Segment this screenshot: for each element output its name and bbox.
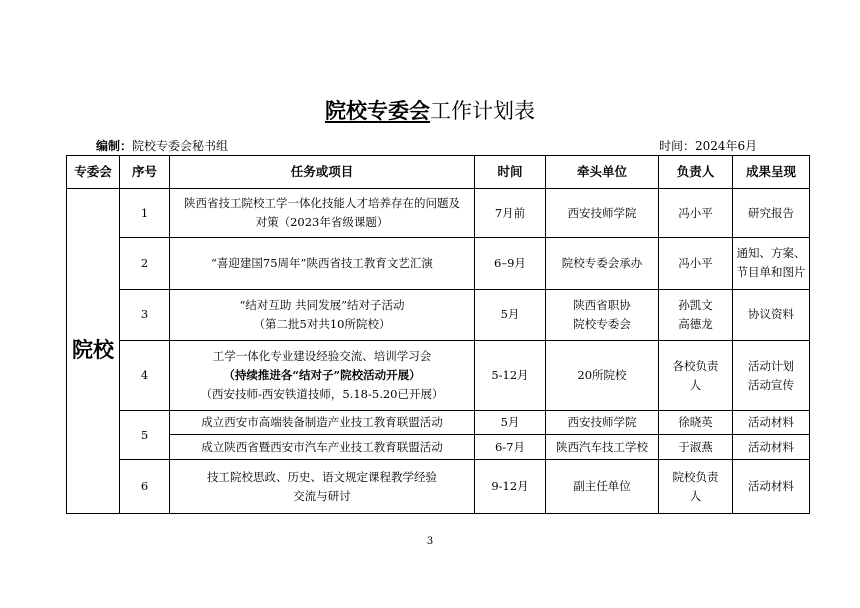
cell-task	[170, 238, 475, 289]
cell-number: 5	[120, 411, 170, 460]
cell-lead-unit: 20所院校	[546, 341, 659, 411]
task-line: （西安技师-西安铁道技师，5.18-5.20已开展）	[200, 387, 444, 402]
cell-result: 协议资料	[733, 289, 810, 340]
table-row	[67, 460, 810, 514]
header-task: 任务或项目	[170, 156, 475, 189]
lead-line: 陕西省职协	[573, 297, 631, 312]
person-line: 院校负责	[672, 469, 719, 484]
cell-lead-unit: 陕西汽车技工学校	[546, 434, 659, 460]
task-line-emphasis: （持续推进各“结对子”院校活动开展）	[223, 368, 421, 383]
cell-task	[170, 289, 475, 340]
cell-time: 6–9月	[475, 238, 546, 289]
cell-person	[659, 289, 733, 340]
result-line: 节目单和图片	[736, 265, 806, 280]
task-line: 陕西省技工院校工学一体化技能人才培养存在的问题及	[184, 196, 460, 211]
table-row	[67, 434, 810, 460]
cell-person	[659, 341, 733, 411]
cell-task: 成立陕西省暨西安市汽车产业技工教育联盟活动	[170, 434, 475, 460]
table-row	[67, 238, 810, 289]
cell-result: 活动材料	[733, 460, 810, 514]
task-line: 对策（2023年省级课题）	[255, 215, 389, 230]
person-line: 高德龙	[678, 316, 713, 331]
result-line: 通知、方案、	[736, 246, 806, 261]
header-time: 时间	[475, 156, 546, 189]
person-line: 人	[689, 377, 702, 392]
cell-number: 4	[120, 341, 170, 411]
plan-table	[66, 155, 810, 514]
time-line: 时间：2024年6月	[659, 139, 758, 153]
cell-task: 成立西安市高端装备制造产业技工教育联盟活动	[170, 411, 475, 435]
header-person: 负责人	[659, 156, 733, 189]
header-committee: 专委会	[67, 156, 120, 189]
task-line: （第二批5对共10所院校）	[253, 316, 391, 331]
cell-person: 徐晓英	[659, 411, 733, 435]
title-rest: 工作计划表	[430, 99, 535, 123]
committee-cell: 院校	[67, 188, 120, 513]
cell-task	[170, 341, 475, 411]
cell-person: 冯小平	[659, 188, 733, 237]
cell-task	[170, 188, 475, 237]
cell-lead-unit: 西安技师学院	[546, 188, 659, 237]
cell-lead-unit	[546, 289, 659, 340]
cell-time: 5月	[475, 411, 546, 435]
table-row	[67, 341, 810, 411]
cell-lead-unit: 西安技师学院	[546, 411, 659, 435]
table-row	[67, 188, 810, 237]
header-number: 序号	[120, 156, 170, 189]
header-lead-unit: 牵头单位	[546, 156, 659, 189]
cell-result: 研究报告	[733, 188, 810, 237]
task-line: “喜迎建国75周年”陕西省技工教育文艺汇演	[211, 255, 433, 270]
cell-time: 5月	[475, 289, 546, 340]
task-line: 技工院校思政、历史、语文规定课程教学经验	[207, 469, 437, 484]
compiler-label: 编制：	[96, 139, 133, 153]
cell-result: 活动材料	[733, 434, 810, 460]
cell-result	[733, 238, 810, 289]
task-line: 交流与研讨	[293, 488, 351, 503]
task-line: 工学一体化专业建设经验交流、培训学习会	[212, 349, 432, 364]
table-row	[67, 289, 810, 340]
cell-time: 5-12月	[475, 341, 546, 411]
cell-result	[733, 341, 810, 411]
person-line: 孙凯文	[678, 297, 713, 312]
result-line: 活动宣传	[748, 377, 794, 392]
cell-time: 6-7月	[475, 434, 546, 460]
cell-lead-unit: 副主任单位	[546, 460, 659, 514]
cell-time: 7月前	[475, 188, 546, 237]
cell-number: 6	[120, 460, 170, 514]
title-strong: 院校专委会	[325, 99, 430, 123]
cell-lead-unit: 院校专委会承办	[546, 238, 659, 289]
cell-person: 于淑燕	[659, 434, 733, 460]
person-line: 各校负责	[672, 358, 719, 373]
cell-result: 活动材料	[733, 411, 810, 435]
cell-task	[170, 460, 475, 514]
page-title	[0, 95, 860, 125]
cell-time: 9-12月	[475, 460, 546, 514]
compiler-line	[96, 137, 228, 154]
cell-number: 1	[120, 188, 170, 237]
cell-person	[659, 460, 733, 514]
person-line: 人	[689, 488, 702, 503]
task-line: “结对互助 共同发展”结对子活动	[239, 297, 405, 312]
compiler-value: 院校专委会秘书组	[132, 139, 229, 153]
cell-number: 3	[120, 289, 170, 340]
lead-line: 院校专委会	[573, 316, 631, 331]
table-row	[67, 411, 810, 435]
result-line: 活动计划	[748, 358, 794, 373]
header-row	[67, 156, 810, 189]
header-result: 成果呈现	[733, 156, 810, 189]
cell-number: 2	[120, 238, 170, 289]
page-number: 3	[426, 536, 434, 547]
cell-person: 冯小平	[659, 238, 733, 289]
